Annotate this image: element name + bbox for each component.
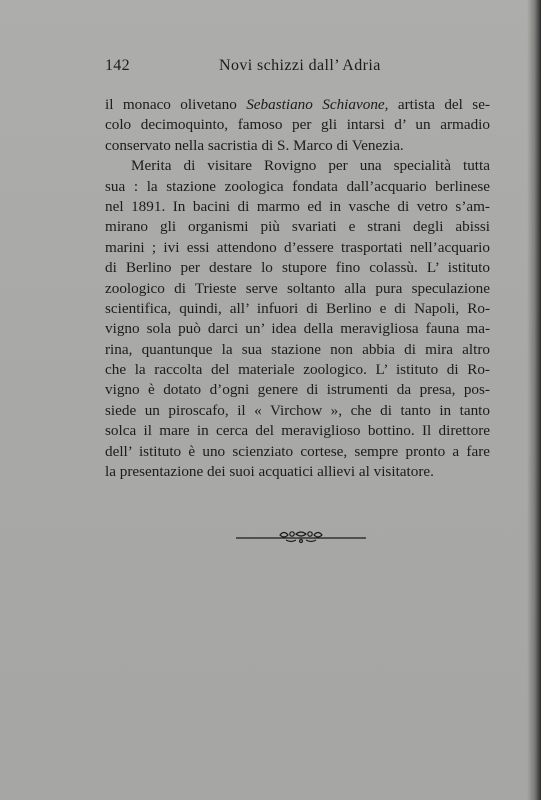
text-line: scientifica, quindi, all’ infuori di Berlino e di Napoli, Ro- [105,299,490,317]
text-fragment: artista del se- [388,96,490,113]
text-line: solca il mare in cerca del meraviglioso bottino. Il direttore [105,422,490,440]
text-line [105,95,490,115]
text-line: nel 1891. In bacini di marmo ed in vasche di vetro s’am- [105,197,490,215]
text-line: rina, quantunque la sua stazione non abbia di mira altro [105,340,490,358]
running-title: Novi schizzi dall’ Adria [219,57,381,74]
text-line: Merita di visitare Rovigno per una specialità tutta [131,157,490,175]
text-line: conservato nella sacristia di S. Marco di Venezia. [105,136,404,154]
text-line: vigno sola può darci un’ idea della meravigliosa fauna ma- [105,320,490,338]
text-line: colo decimoquinto, famoso per gli intarsi d’ un armadio [105,116,490,134]
text-fragment: il monaco olivetano [105,96,247,113]
text-line: zoologico di Trieste serve soltanto alla pura speculazione [105,279,490,297]
text-line: dell’ istituto è uno scienziato cortese, sempre pronto a fare [105,442,490,460]
text-line: mirano gli organismi più svariati e strani degli abissi [105,218,490,236]
running-header [105,57,490,81]
body-text [105,95,490,482]
text-line: di Berlino per destare lo stupore fino colassù. L’ istituto [105,259,490,277]
text-line: che la raccolta del materiale zoologico. L’ istituto di Ro- [105,361,490,379]
text-line: la presentazione dei suoi acquatici allievi al visitatore. [105,463,434,481]
text-line: siede un piroscafo, il « Virchow », che di tanto in tanto [105,401,490,419]
page-number: 142 [105,57,130,74]
page-edge-shadow [527,0,541,800]
italic-name: Sebastiano Schiavone, [246,96,389,113]
text-line: vigno è dotato d’ogni genere di istrumenti da presa, pos- [105,381,490,399]
text-line: sua : la stazione zoologica fondata dall’acquario berlinese [105,177,490,195]
fleuron-divider-icon [236,528,366,544]
text-line: marini ; ivi essi attendono d’essere trasportati nell’acquario [105,238,490,256]
